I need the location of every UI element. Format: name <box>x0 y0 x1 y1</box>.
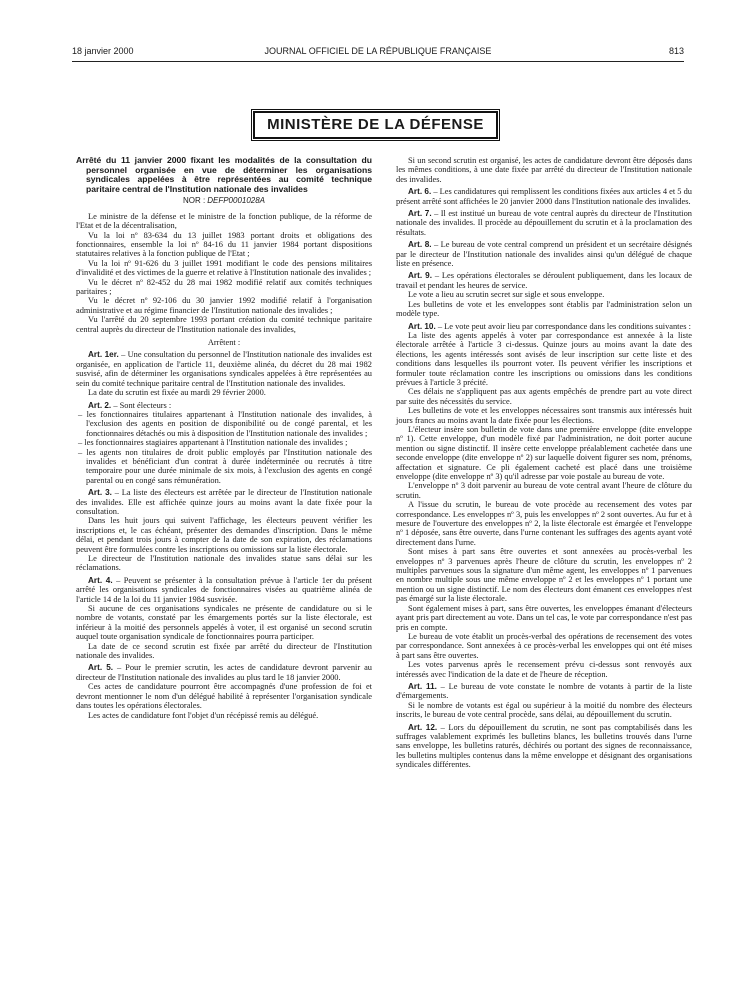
article-3 <box>76 488 372 516</box>
list-item: – les fonctionnaires stagiaires appartenant à l'Institution nationale des invalides ; <box>78 438 348 448</box>
paragraph: Les actes de candidature font l'objet d'un récépissé remis au délégué. <box>88 710 319 720</box>
paragraph: Si le nombre de votants est égal ou supérieur à la moitié du nombre des électeurs inscrits, le bureau de vote central procède, sans délai, au dépouillement du scrutin. <box>396 700 692 720</box>
paragraph: La liste des agents appelés à voter par correspondance est annexée à la liste électorale arrêtée à l'article 3 ci-dessus. Quinze jours au moins avant la date des élections, les agents intéressés sont avisés de leur inscription sur cette liste et des conditions dans lesquelles ils pourront voter. Ils peuvent vérifier les inscriptions et formuler toute réclamation contre les inscriptions ou omissions dans les conditions prévues à l'article 3 précité. <box>396 330 692 387</box>
paragraph: L'électeur insère son bulletin de vote dans une première enveloppe (dite enveloppe nº 1). Cette enveloppe, d'un modèle fixé par l'administration, ne doit porter aucune mention ou signe distinctif. Il insère cette enveloppe préalablement cachetée dans une seconde enveloppe (dite enveloppe nº 2) sur laquelle doivent figurer ses nom, prénoms, affectation et signature. Ce pli également cacheté est placé dans une troisième enveloppe (dite enveloppe nº 3) qu'il adresse par voie postale au bureau de vote. <box>396 424 692 481</box>
article-text: – Le vote peut avoir lieu par correspondance dans les conditions suivantes : <box>435 321 691 331</box>
ministry-banner: MINISTÈRE DE LA DÉFENSE <box>253 111 498 139</box>
article-text: – Le bureau de vote constate le nombre de votants à partir de la liste d'émargements. <box>396 681 692 701</box>
article-label: Art. 11. <box>408 681 437 691</box>
header-date: 18 janvier 2000 <box>72 46 134 56</box>
paragraph: Vu le décret nº 82-452 du 28 mai 1982 modifié relatif aux comités techniques paritaires ; <box>76 277 372 297</box>
article-5 <box>76 663 372 682</box>
article-text: – Il est institué un bureau de vote central auprès du directeur de l'Institution nationale des invalides. Il procède au dépouillement du scrutin et à la proclamation des résultats. <box>396 209 692 237</box>
paragraph: L'enveloppe nº 3 doit parvenir au bureau de vote central avant l'heure de clôture du scrutin. <box>396 481 692 500</box>
nor-label: NOR : <box>182 196 206 206</box>
article-text: – Lors du dépouillement du scrutin, ne sont pas comptabilisés dans les suffrages valablement exprimés les bulletins blancs, les bulletins trouvés dans l'urne sans enveloppe, les bulletins raturés, déchirés ou portant des signes de reconnaissance, les bulletins multiples contenus dans la même enveloppe et désignant des organisations syndicales différentes. <box>396 722 692 770</box>
header-journal-title: JOURNAL OFFICIEL DE LA RÉPUBLIQUE FRANÇAISE <box>264 46 492 56</box>
article-text: – Sont électeurs : <box>111 400 172 410</box>
article-label: Art. 10. <box>408 321 436 331</box>
right-column <box>396 156 692 770</box>
article-text: – Pour le premier scrutin, les actes de candidature devront parvenir au directeur de l'Institution nationale des invalides au plus tard le 18 janvier 2000. <box>76 663 372 682</box>
paragraph: Le bureau de vote établit un procès-verbal des opérations de recensement des votes par correspondance. Sont annexées à ce procès-verbal les enveloppes qui ont été mises à part sans être ouvertes. <box>396 631 692 660</box>
article-text: – Une consultation du personnel de l'Institution nationale des invalides est organisée, en application de l'article 11, deuxième alinéa, du décret du 28 mai 1982 susvisé, afin de déterminer les organisations syndicales appelées à être représentées au sein du comité technique paritaire central de l'Institution nationale des invalides. <box>76 350 372 388</box>
paragraph: Le vote a lieu au scrutin secret sur sigle et sous enveloppe. <box>408 290 605 300</box>
paragraph: Les votes parvenus après le recensement prévu ci-dessus sont renvoyés aux intéressés avec l'indication de la date et de l'heure de réception. <box>396 660 692 679</box>
list-item: – les agents non titulaires de droit public employés par l'Institution nationale des invalides et bénéficiant d'un contrat à durée indéterminée ou recrutés à titre temporaire pour une durée minimale de six mois, à l'exclusion des agents en congé parental ou en congé sans rémunération. <box>78 447 372 485</box>
article-7 <box>396 209 692 237</box>
page-header <box>72 46 684 60</box>
arretent-heading: Arrêtent : <box>207 338 241 348</box>
paragraph: Si aucune de ces organisations syndicales ne présente de candidature ou si le nombre de votants, constaté par les émargements portés sur la liste électorale, est inférieur à la moitié des personnels appelés à voter, il est organisé un second scrutin auquel toute organisation syndicale de fonctionnaires pourra participer. <box>76 604 372 642</box>
article-label: Art. 3. <box>88 488 112 498</box>
article-12 <box>396 723 692 770</box>
article-text: – Les opérations électorales se déroulent publiquement, dans les locaux de travail et pendant les heures de service. <box>396 271 692 290</box>
article-text: – Les candidatures qui remplissent les conditions fixées aux articles 4 et 5 du présent arrêté sont affichées le 20 janvier 2000 dans l'Institution nationale des invalides. <box>396 187 692 206</box>
article-label: Art. 7. <box>408 209 432 219</box>
article-text: – Peuvent se présenter à la consultation prévue à l'article 1er du présent arrêté les organisations syndicales de fonctionnaires visées au quatrième alinéa de l'article 14 de la loi du 11 janvier 1984 susvisée. <box>76 575 372 604</box>
article-10 <box>396 322 692 331</box>
paragraph: Vu la loi nº 91-626 du 3 juillet 1991 modifiant le code des pensions militaires d'invalidité et des victimes de la guerre et relative à l'Institution nationale des invalides ; <box>76 258 372 278</box>
paragraph: Le directeur de l'Institution nationale des invalides statue sans délai sur les réclamations. <box>76 554 372 573</box>
paragraph: Ces actes de candidature pourront être accompagnés d'une profession de foi et devront mentionner le nom d'un délégué habilité à représenter l'organisation syndicale dans toutes les opérations électorales. <box>76 682 372 711</box>
decree-title: Arrêté du 11 janvier 2000 fixant les modalités de la consultation du personnel organisée en vue de déterminer les organisations syndicales appelées à être représentées au comité technique paritaire central de l'Institution nationale des invalides <box>76 155 372 194</box>
paragraph: Les bulletins de vote et les enveloppes sont établis par l'administration selon un modèle type. <box>396 299 692 319</box>
article-text: – La liste des électeurs est arrêtée par le directeur de l'Institution nationale des invalides. Elle est affichée quinze jours au moins avant la date fixée pour la consultation. <box>76 488 372 516</box>
article-4 <box>76 576 372 604</box>
header-page-number: 813 <box>668 46 684 56</box>
article-label: Art. 9. <box>408 271 432 281</box>
article-9 <box>396 271 692 290</box>
paragraph: Le ministre de la défense et le ministre de la fonction publique, de la réforme de l'Etat et de la décentralisation, <box>76 211 372 231</box>
nor-code: DEFP0001028A <box>207 196 266 206</box>
article-6 <box>396 187 692 206</box>
article-label: Art. 1er. <box>88 350 119 360</box>
paragraph: Vu la loi nº 83-634 du 13 juillet 1983 portant droits et obligations des fonctionnaires, ensemble la loi nº 84-16 du 11 janvier 1984 portant dispositions statutaires relatives à la fonction publique de l'Etat ; <box>76 230 372 259</box>
left-column <box>76 156 372 720</box>
article-label: Art. 12. <box>408 722 438 732</box>
paragraph: Sont également mises à part, sans être ouvertes, les enveloppes émanant d'électeurs ayant pris part directement au vote. Dans un tel cas, le vote par correspondance n'est pas pris en compte. <box>396 603 692 632</box>
article-label: Art. 4. <box>88 575 113 585</box>
article-2 <box>76 401 372 410</box>
article-text: – Le bureau de vote central comprend un président et un secrétaire désignés par le directeur de l'Institution nationale des invalides ainsi qu'un délégué de chaque liste en présence. <box>396 240 692 269</box>
article-11 <box>396 682 692 701</box>
article-label: Art. 8. <box>408 240 432 250</box>
paragraph: Sont mises à part sans être ouvertes et sont annexées au procès-verbal les enveloppes nº 3 parvenues après l'heure de clôture du scrutin, les enveloppes nº 2 multiples parvenues sous la signature d'un même agent, les enveloppes nº 1 parvenues en nombre multiple sous une même enveloppe nº 2 et les enveloppes nº 1 portant une mention ou un signe distinctif. Le nom des électeurs dont émanent ces enveloppes n'est pas émargé sur la liste électorale. <box>396 547 692 604</box>
paragraph: A l'issue du scrutin, le bureau de vote procède au recensement des votes par correspondance. Les enveloppes nº 3, puis les enveloppes nº 2 sont ouvertes. Au fur et à mesure de l'ouverture des enveloppes nº 2, la liste électorale est émargée et l'enveloppe nº 1 déposée, sans être ouverte, dans l'urne contenant les suffrages des agents ayant voté directement dans l'urne. <box>396 500 692 547</box>
paragraph: La date de ce second scrutin est fixée par arrêté du directeur de l'Institution nationale des invalides. <box>76 641 372 661</box>
article-label: Art. 5. <box>88 663 114 673</box>
nor-reference <box>76 196 372 205</box>
header-rule <box>72 61 684 62</box>
paragraph: Si un second scrutin est organisé, les actes de candidature devront être déposés dans les mêmes conditions, à une date fixée par arrêté du directeur de l'Institution nationale des invalides. <box>396 156 692 184</box>
paragraph: Dans les huit jours qui suivent l'affichage, les électeurs peuvent vérifier les inscriptions et, le cas échéant, présenter des demandes d'inscription. Dans le même délai, et pendant trois jours à compter de la date de son expiration, des réclamations peuvent être formulées contre les inscriptions ou omissions sur la liste électorale. <box>76 516 372 554</box>
article-label: Art. 2. <box>88 400 112 410</box>
list-item: – les fonctionnaires titulaires appartenant à l'Institution nationale des invalides, à l'exclusion des agents en position de disponibilité ou de congé parental, et les fonctionnaires détachés ou mis à disposition de l'Institution nationale des invalides ; <box>78 409 372 438</box>
article-1 <box>76 350 372 388</box>
article-label: Art. 6. <box>408 187 432 197</box>
paragraph: Les bulletins de vote et les enveloppes nécessaires sont transmis aux intéressés huit jours francs au moins avant la date fixée pour les élections. <box>396 406 692 425</box>
paragraph: Ces délais ne s'appliquent pas aux agents empêchés de prendre part au vote direct par suite des nécessités du service. <box>396 387 692 406</box>
paragraph: Vu le décret nº 92-106 du 30 janvier 1992 modifié relatif à l'organisation administrative et au régime financier de l'Institution nationale des invalides ; <box>76 296 372 315</box>
article-8 <box>396 240 692 268</box>
paragraph: La date du scrutin est fixée au mardi 29 février 2000. <box>88 388 266 398</box>
paragraph: Vu l'arrêté du 20 septembre 1993 portant création du comité technique paritaire central auprès du directeur de l'Institution nationale des invalides, <box>76 315 372 334</box>
